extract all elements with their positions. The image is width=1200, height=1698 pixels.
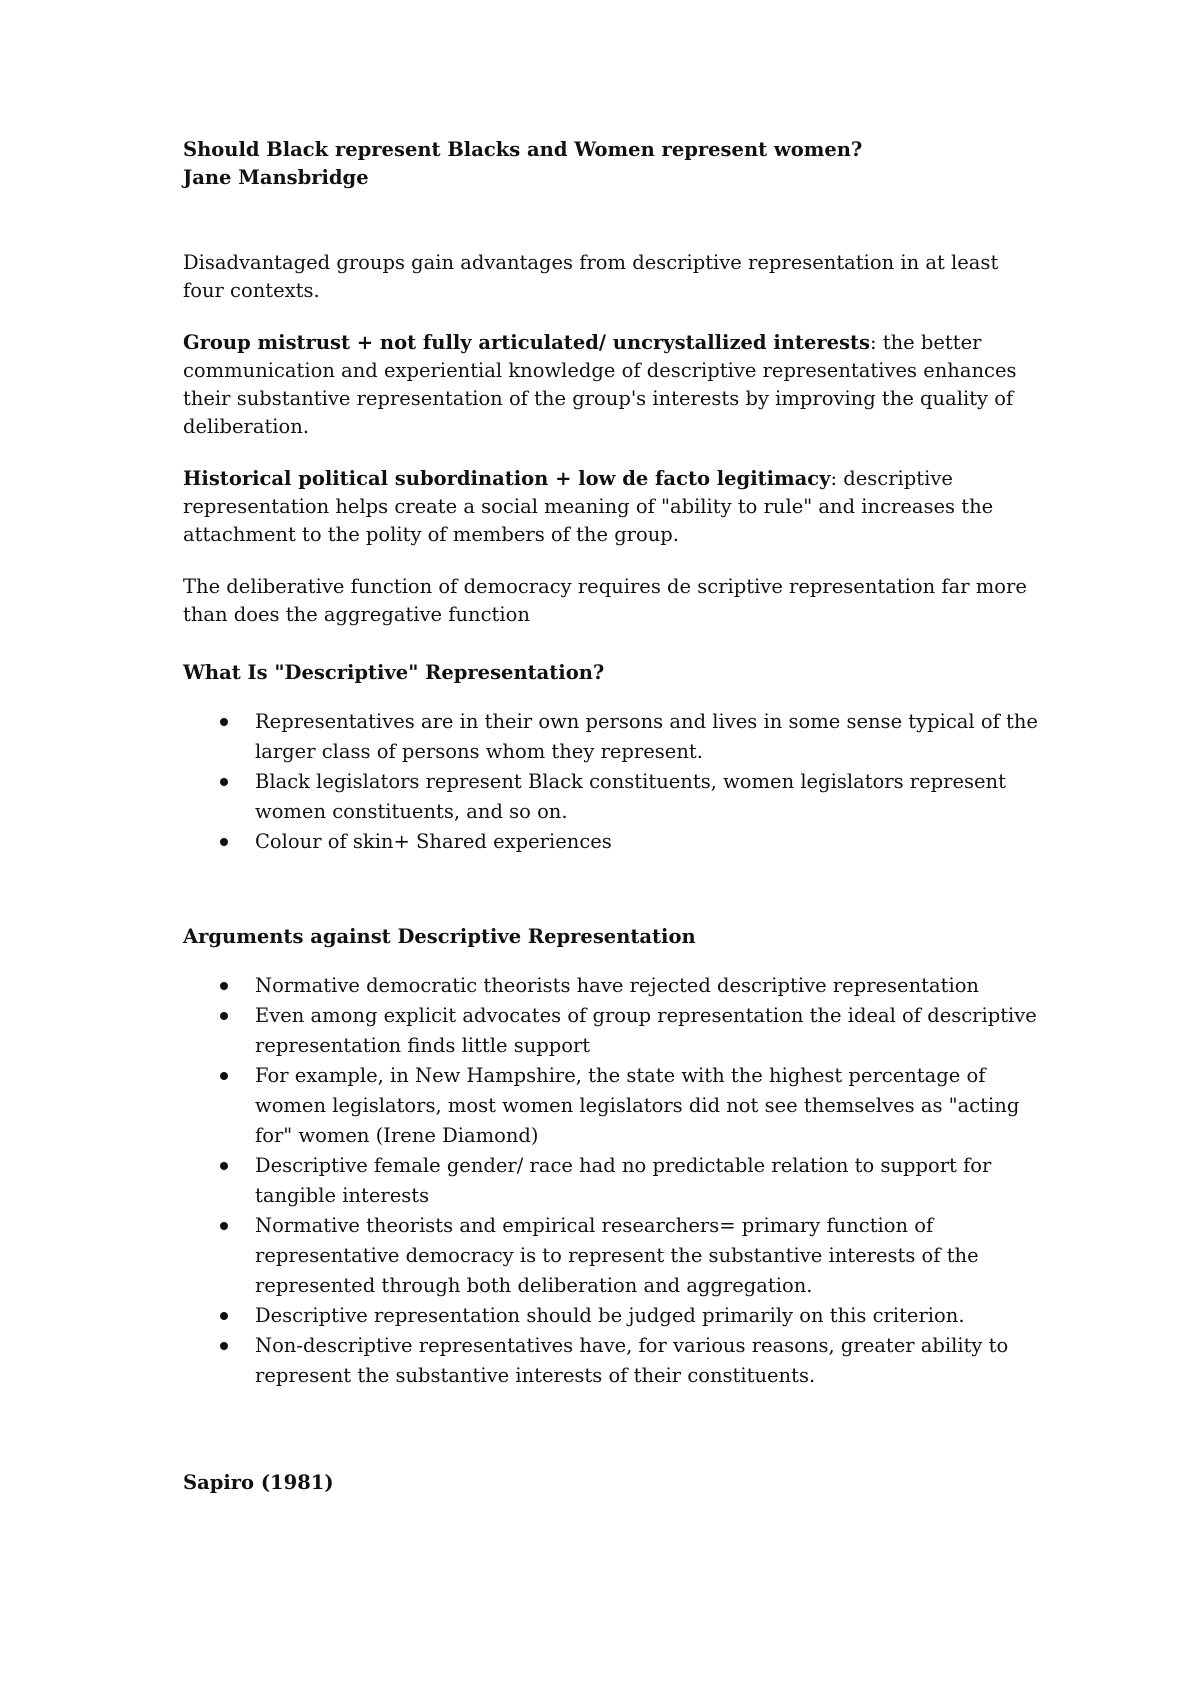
paragraph-historical-subordination: [183, 465, 1043, 549]
bullet-icon: [220, 1222, 228, 1230]
list-item-text: Even among explicit advocates of group representation the ideal of descriptive representation finds little support: [255, 1004, 1037, 1057]
list-item-text: Descriptive representation should be judged primarily on this criterion.: [255, 1304, 965, 1327]
list-item: [183, 1001, 1043, 1061]
bullet-icon: [220, 1072, 228, 1080]
list-item-text: Descriptive female gender/ race had no predictable relation to support for tangible interests: [255, 1154, 992, 1207]
paragraph-deliberative-function-body: The deliberative function of democracy requires de scriptive representation far more than does the aggregative function: [183, 575, 1027, 626]
document-page: [183, 136, 1043, 1497]
intro-paragraph: Disadvantaged groups gain advantages from descriptive representation in at least four contexts.: [183, 251, 999, 302]
bullet-icon: [220, 838, 228, 846]
bullet-icon: [220, 982, 228, 990]
list-item: [183, 827, 1043, 857]
bullet-icon: [220, 718, 228, 726]
heading-arguments-against: Arguments against Descriptive Representation: [183, 925, 696, 948]
paragraph-group-mistrust: [183, 329, 1043, 441]
paragraph-group-mistrust-body: : the better communication and experiential knowledge of descriptive representatives enhances their substantive representation of the group's interests by improving the quality of deliberation.: [183, 331, 1017, 438]
list-item-text: Colour of skin+ Shared experiences: [255, 830, 612, 853]
list-item: [183, 1151, 1043, 1211]
heading-what-is-descriptive: What Is "Descriptive" Representation?: [183, 661, 605, 684]
list-item: [183, 1331, 1043, 1391]
paragraph-group-mistrust-lead: Group mistrust + not fully articulated/ uncrystallized interests: [183, 331, 870, 354]
heading-sapiro: Sapiro (1981): [183, 1471, 334, 1494]
list-item: [183, 707, 1043, 767]
list-item: [183, 1301, 1043, 1331]
list-what-is-descriptive: [183, 707, 1043, 857]
list-item-text: For example, in New Hampshire, the state with the highest percentage of women legislators, most women legislators did not see themselves as "acting for" women (Irene Diamond): [255, 1064, 1020, 1147]
paragraph-historical-subordination-lead: Historical political subordination + low de facto legitimacy: [183, 467, 831, 490]
document-author: Jane Mansbridge: [183, 166, 369, 189]
list-arguments-against: [183, 971, 1043, 1391]
list-item-text: Non-descriptive representatives have, for various reasons, greater ability to represent the substantive interests of their constituents.: [255, 1334, 1009, 1387]
document-title: Should Black represent Blacks and Women represent women?: [183, 138, 863, 161]
list-item: [183, 1211, 1043, 1301]
paragraph-historical-subordination-body: : descriptive representation helps create a social meaning of "ability to rule" and increases the attachment to the polity of members of the group.: [183, 467, 994, 546]
list-item-text: Black legislators represent Black constituents, women legislators represent women constituents, and so on.: [255, 770, 1006, 823]
paragraph-deliberative-function: [183, 573, 1043, 629]
list-item: [183, 767, 1043, 827]
list-item: [183, 971, 1043, 1001]
bullet-icon: [220, 1162, 228, 1170]
bullet-icon: [220, 1312, 228, 1320]
list-item-text: Representatives are in their own persons and lives in some sense typical of the larger class of persons whom they represent.: [255, 710, 1038, 763]
bullet-icon: [220, 778, 228, 786]
list-item: [183, 1061, 1043, 1151]
bullet-icon: [220, 1012, 228, 1020]
document-title-block: [183, 136, 1043, 192]
list-item-text: Normative democratic theorists have rejected descriptive representation: [255, 974, 979, 997]
bullet-icon: [220, 1342, 228, 1350]
list-item-text: Normative theorists and empirical researchers= primary function of representative democracy is to represent the substantive interests of the represented through both deliberation and aggregation.: [255, 1214, 979, 1297]
